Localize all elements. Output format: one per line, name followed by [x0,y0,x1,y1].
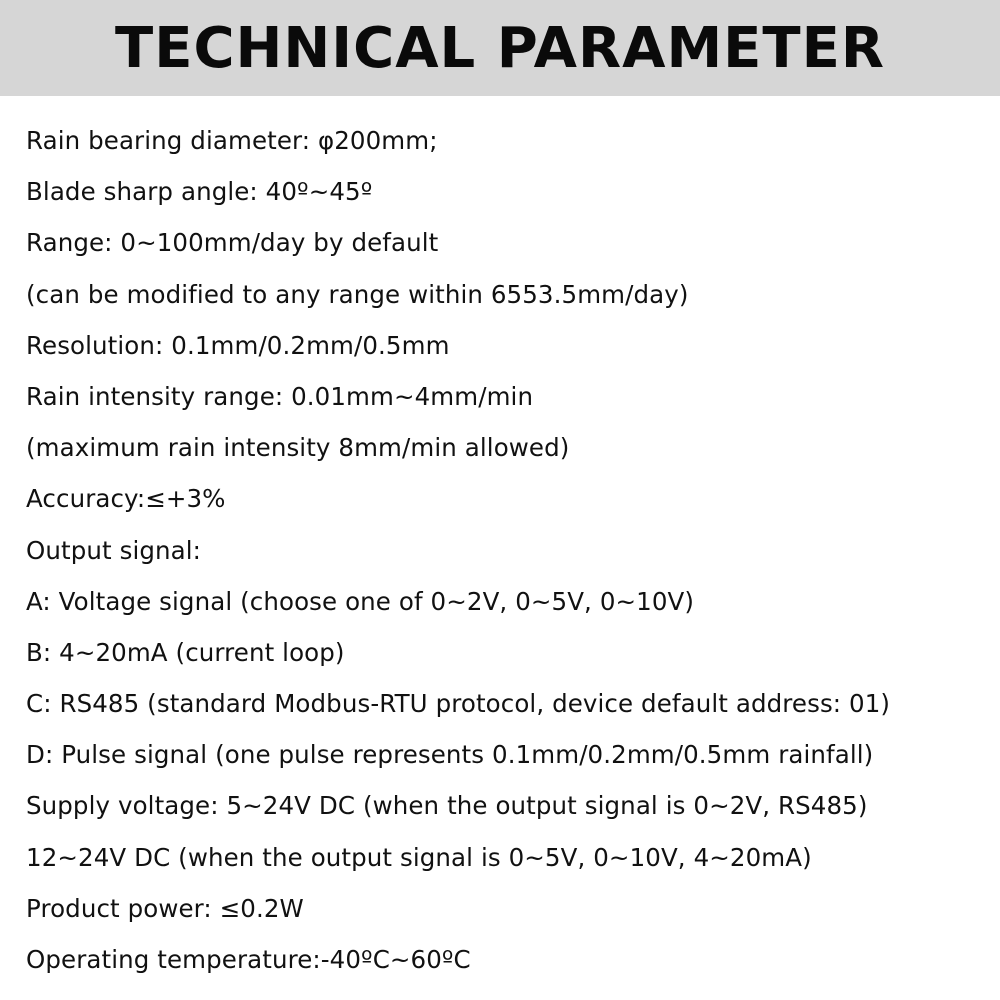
param-output-rs485: C: RS485 (standard Modbus-RTU protocol, device default address: 01) [26,689,891,719]
param-rain-bearing-diameter: Rain bearing diameter: φ200mm; [26,126,438,155]
param-output-voltage: A: Voltage signal (choose one of 0~2V, 0~5V, 0~10V) [26,586,695,616]
header-banner [0,0,1000,96]
param-range: Range: 0~100mm/day by default [26,228,439,258]
param-accuracy: Accuracy:≤+3% [26,484,226,514]
param-supply-voltage: Supply voltage: 5~24V DC (when the output signal is 0~2V, RS485) [26,791,868,821]
parameter-list [26,115,986,985]
param-resolution: Resolution: 0.1mm/0.2mm/0.5mm [26,330,450,360]
param-blade-sharp-angle: Blade sharp angle: 40º~45º [26,177,373,207]
param-operating-temperature: Operating temperature:-40ºC~60ºC [26,945,471,974]
param-rain-intensity-note: (maximum rain intensity 8mm/min allowed) [26,433,570,463]
page-title: TECHNICAL PARAMETER [115,15,885,81]
param-supply-voltage-alt: 12~24V DC (when the output signal is 0~5V, 0~10V, 4~20mA) [26,842,812,872]
param-output-pulse: D: Pulse signal (one pulse represents 0.1mm/0.2mm/0.5mm rainfall) [26,740,874,770]
param-rain-intensity-range: Rain intensity range: 0.01mm~4mm/min [26,381,534,411]
param-output-current: B: 4~20mA (current loop) [26,637,345,667]
param-output-signal: Output signal: [26,535,202,565]
param-product-power: Product power: ≤0.2W [26,893,304,923]
param-range-note: (can be modified to any range within 6553.5mm/day) [26,279,689,309]
